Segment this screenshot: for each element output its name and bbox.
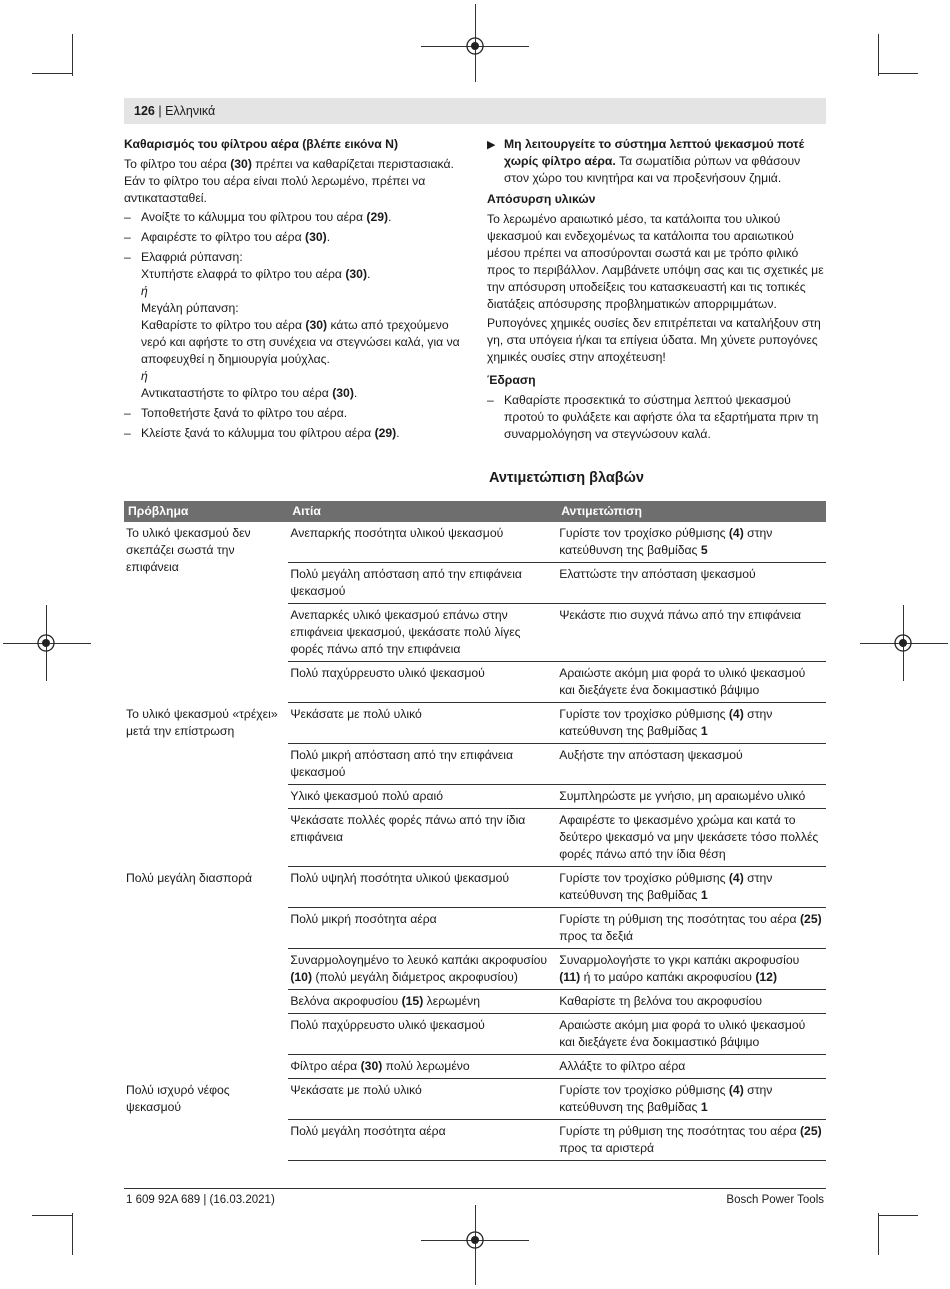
- or-label: ή: [141, 284, 148, 298]
- remedy-cell: Αραιώστε ακόμη μια φορά το υλικό ψεκασμού και διεξάγετε ένα δοκιμαστικό βάψιμο: [557, 662, 826, 703]
- crop-mark: [32, 73, 72, 74]
- column-header: Αντιμετώπιση: [557, 501, 826, 522]
- remedy-cell: Καθαρίστε τη βελόνα του ακροφυσίου: [557, 990, 826, 1014]
- problem-cell: Το υλικό ψεκασμού δεν σκεπάζει σωστά την επιφάνεια: [126, 526, 251, 574]
- cause-cell: Ανεπαρκές υλικό ψεκασμού επάνω στην επιφάνεια ψεκασμού, ψεκάσατε πολύ λίγες φορές πάνω από την επιφάνεια: [288, 604, 557, 662]
- table-row: [124, 1079, 826, 1120]
- troubleshooting-table: [124, 501, 826, 1161]
- cause-cell: Πολύ μικρή ποσότητα αέρα: [288, 908, 557, 949]
- table-header-row: [124, 501, 826, 522]
- triangle-bullet-icon: ▶: [487, 139, 496, 151]
- list-item: – Αφαιρέστε το φίλτρο του αέρα (30).: [124, 230, 331, 244]
- paragraph: Ρυπογόνες χημικές ουσίες δεν επιτρέπεται να καταλήξουν στη γη, στα υπόγεια ή/και τα επίγεια ύδατα. Μη χύνετε ρυπογόνες χημικές ουσίες στην αποχέτευση!: [487, 316, 821, 364]
- problem-cell: Πολύ μεγάλη διασπορά: [126, 870, 253, 885]
- cause-cell: Βελόνα ακροφυσίου (15) λερωμένη: [288, 990, 557, 1014]
- cause-cell: Πολύ μεγάλη απόσταση από την επιφάνεια ψεκασμού: [288, 563, 557, 604]
- section-title: Αντιμετώπιση βλαβών: [489, 470, 644, 486]
- problem-cell: Το υλικό ψεκασμού «τρέχει» μετά την επίστρωση: [126, 706, 278, 738]
- table-row: [124, 703, 826, 744]
- list-item-text: Αντικαταστήστε το φίλτρο του αέρα (30).: [141, 386, 358, 400]
- remedy-cell: Συμπληρώστε με γνήσιο, μη αραιωμένο υλικό: [557, 785, 826, 809]
- registration-target-icon: [894, 634, 912, 652]
- crop-mark: [878, 34, 879, 76]
- section-heading: Καθαρισμός του φίλτρου αέρα (βλέπε εικόνα N): [124, 137, 398, 151]
- remedy-cell: Αραιώστε ακόμη μια φορά το υλικό ψεκασμού και διεξάγετε ένα δοκιμαστικό βάψιμο: [557, 1014, 826, 1055]
- page-footer: [124, 1188, 826, 1206]
- list-item-text: Χτυπήστε ελαφρά το φίλτρο του αέρα (30).: [141, 267, 371, 281]
- list-item: – Τοποθετήστε ξανά το φίλτρο του αέρα.: [124, 406, 348, 420]
- warning-note: ▶ Μη λειτουργείτε το σύστημα λεπτού ψεκασμού ποτέ χωρίς φίλτρο αέρα. Τα σωματίδια ρύπων να φθάσουν στον χώρο του κινητήρα και να προξενήσουν ζημιά.: [487, 137, 805, 185]
- remedy-cell: Ψεκάστε πιο συχνά πάνω από την επιφάνεια: [557, 604, 826, 662]
- list-item: – Ελαφριά ρύπανση: Χτυπήστε ελαφρά το φίλτρο του αέρα (30). ή Μεγάλη ρύπανση: Καθαρίστε το φίλτρο του αέρα (30) κάτω από τρεχούμενο νερό και αφήστε το στη συνέχεια να στεγνώσει καλά, για να αποφευχθεί η δημιουργία μούχλας. ή Αντικαταστήστε το φίλτρο του αέρα (30).: [124, 249, 464, 402]
- remedy-cell: Συναρμολογήστε το γκρι καπάκι ακροφυσίου (11) ή το μαύρο καπάκι ακροφυσίου (12): [557, 949, 826, 990]
- paragraph: Το λερωμένο αραιωτικό μέσο, τα κατάλοιπα του υλικού ψεκασμού και ενδεχομένως τα κατάλοιπα του αραιωτικού μέσου πρέπει να αποσύρονται σωστά και με τρόπο φιλικό προς το περιβάλλον. Λαμβάνετε υπόψη σας και τις σχετικές με την απόσυρση υποδείξεις του κατασκευαστή και τις τοπικές διατάξεις απόσυρσης προβληματικών απορριμμάτων.: [487, 212, 824, 311]
- cause-cell: Υλικό ψεκασμού πολύ αραιό: [288, 785, 557, 809]
- crop-mark: [72, 1213, 73, 1255]
- or-label: ή: [141, 369, 148, 383]
- crop-mark: [72, 34, 73, 76]
- cause-cell: Πολύ μικρή απόσταση από την επιφάνεια ψεκασμού: [288, 744, 557, 785]
- page-number: 126: [134, 104, 155, 118]
- cause-cell: Πολύ παχύρρευστο υλικό ψεκασμού: [288, 1014, 557, 1055]
- section-heading: Έδραση: [487, 373, 536, 387]
- list-item-text: Καθαρίστε το φίλτρο του αέρα (30) κάτω από τρεχούμενο νερό και αφήστε το στη συνέχεια να στεγνώσει καλά, για να αποφευχθεί η δημιουργία μούχλας.: [141, 318, 460, 366]
- header-separator: |: [154, 104, 166, 118]
- remedy-cell: Γυρίστε τον τροχίσκο ρύθμισης (4) στην κατεύθυνση της βαθμίδας 1: [557, 1079, 826, 1120]
- cause-cell: Πολύ μεγάλη ποσότητα αέρα: [288, 1120, 557, 1161]
- left-column: [124, 136, 464, 445]
- header-language: Ελληνικά: [165, 104, 216, 118]
- column-header: Πρόβλημα: [124, 501, 288, 522]
- cause-cell: Φίλτρο αέρα (30) πολύ λερωμένο: [288, 1055, 557, 1079]
- column-header: Αιτία: [288, 501, 557, 522]
- cause-cell: Πολύ παχύρρευστο υλικό ψεκασμού: [288, 662, 557, 703]
- section-heading: Απόσυρση υλικών: [487, 192, 596, 206]
- problem-cell: Πολύ ισχυρό νέφος ψεκασμού: [126, 1082, 230, 1114]
- crop-mark: [878, 1213, 879, 1255]
- remedy-cell: Αλλάξτε το φίλτρο αέρα: [557, 1055, 826, 1079]
- cause-cell: Ψεκάσατε με πολύ υλικό: [288, 1079, 557, 1120]
- crop-mark: [878, 73, 918, 74]
- crop-mark: [32, 1215, 72, 1216]
- remedy-cell: Αφαιρέστε το ψεκασμένο χρώμα και κατά το δεύτερο ψεκασμό να μην ψεκάσετε τόσο πολλές φορές πάνω από την ίδια θέση: [557, 809, 826, 867]
- cause-cell: Ανεπαρκής ποσότητα υλικού ψεκασμού: [288, 522, 557, 563]
- remedy-cell: Γυρίστε τη ρύθμιση της ποσότητας του αέρα (25) προς τα δεξιά: [557, 908, 826, 949]
- cause-cell: Συναρμολογημένο το λευκό καπάκι ακροφυσίου (10) (πολύ μεγάλη διάμετρος ακροφυσίου): [288, 949, 557, 990]
- list-item: – Καθαρίστε προσεκτικά το σύστημα λεπτού ψεκασμού προτού το φυλάξετε και αφήστε όλα τα εξαρτήματα πριν τη συναρμολόγηση να στεγνώσουν καλά.: [487, 393, 819, 441]
- table-row: [124, 867, 826, 908]
- remedy-cell: Γυρίστε τον τροχίσκο ρύθμισης (4) στην κατεύθυνση της βαθμίδας 1: [557, 703, 826, 744]
- cause-cell: Ψεκάσατε πολλές φορές πάνω από την ίδια επιφάνεια: [288, 809, 557, 867]
- remedy-cell: Ελαττώστε την απόσταση ψεκασμού: [557, 563, 826, 604]
- paragraph: Το φίλτρο του αέρα (30) πρέπει να καθαρίζεται περιστασιακά. Εάν το φίλτρο του αέρα είναι πολύ λερωμένο, πρέπει να αντικατασταθεί.: [124, 157, 454, 205]
- right-column: [487, 136, 825, 446]
- page-header: [124, 98, 826, 124]
- remedy-cell: Γυρίστε τον τροχίσκο ρύθμισης (4) στην κατεύθυνση της βαθμίδας 5: [557, 522, 826, 563]
- list-item: – Ανοίξτε το κάλυμμα του φίλτρου του αέρα (29).: [124, 210, 392, 224]
- list-item-label: Μεγάλη ρύπανση:: [141, 301, 239, 315]
- brand-name: Bosch Power Tools: [726, 1194, 824, 1206]
- crop-mark: [878, 1215, 918, 1216]
- cause-cell: Πολύ υψηλή ποσότητα υλικού ψεκασμού: [288, 867, 557, 908]
- registration-target-icon: [466, 1231, 484, 1249]
- document-id: 1 609 92A 689 | (16.03.2021): [126, 1194, 275, 1206]
- list-item-label: Ελαφριά ρύπανση:: [141, 250, 243, 264]
- registration-target-icon: [466, 37, 484, 55]
- registration-target-icon: [37, 634, 55, 652]
- cause-cell: Ψεκάσατε με πολύ υλικό: [288, 703, 557, 744]
- table-row: [124, 522, 826, 563]
- remedy-cell: Γυρίστε τη ρύθμιση της ποσότητας του αέρα (25) προς τα αριστερά: [557, 1120, 826, 1161]
- list-item: – Κλείστε ξανά το κάλυμμα του φίλτρου αέρα (29).: [124, 426, 400, 440]
- remedy-cell: Γυρίστε τον τροχίσκο ρύθμισης (4) στην κατεύθυνση της βαθμίδας 1: [557, 867, 826, 908]
- remedy-cell: Αυξήστε την απόσταση ψεκασμού: [557, 744, 826, 785]
